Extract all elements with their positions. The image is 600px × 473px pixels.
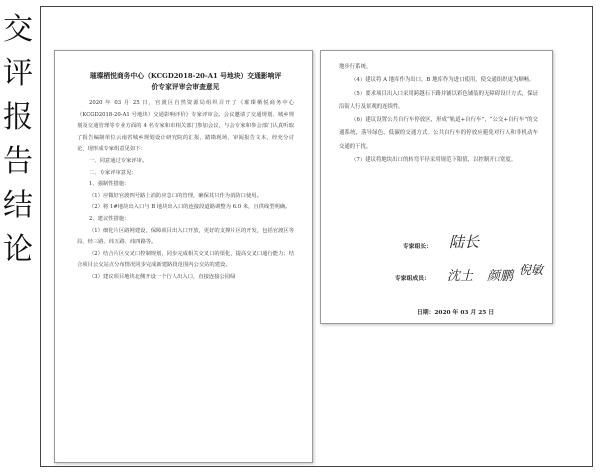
side-title-char: 评	[3, 56, 33, 91]
paragraph: （2）结合片区交叉口控制规划，同步完成相关交叉口的渠化，提高交叉口通行能力；结合项目公交站点分布情况同步完成新建路段范围内公交站的建设。	[77, 250, 294, 269]
document-title-line: 璀璨栖悦商务中心（KCGD2018-20-A1 号地块）交通影响评	[89, 72, 282, 80]
member-signature: 颜鹏	[487, 269, 514, 284]
side-title-char: 交	[3, 12, 33, 47]
side-title-char: 论	[3, 232, 33, 267]
document-title-line: 价专家评审会审查意见	[151, 82, 220, 91]
paragraph: 1、强制性措施：	[89, 181, 130, 188]
paragraph: 二、专家评审意见：	[89, 169, 137, 176]
side-title	[0, 8, 36, 272]
paragraph: （1）细化片区路网建设，保障项目出入口开放，更好的支撑片区的开发，包括官渡区等局、经三路、纬五路、纬四路等。	[77, 227, 294, 246]
leader-label: 专家组长：	[403, 244, 432, 250]
paragraph: 2020 年 03 月 25 日，官渡区自然资源局组织召开了《璀璨栖悦商务中心（KCGD2018-20-A1 号地块）交通影响评价》专家评审会。会议邀请了交通规划、城乡规划及交通管理等专业方面的 4 名专家和市相关部门参加会议，与会专家和参会部门认真听取了报告编制单位云南省城乡规划设计研究院的汇报，踏勘现场，审阅报告文本，经充分讨论，现形成专家组意见如下：	[77, 100, 294, 153]
paragraph: （6）建议设置公共自行车停放区，形成“轨道+自行车”，“公交+自行车”的交通系统，落导绿色、低碳的交通方式。公共自行车的停放应避免对行人和非机动车交通的干扰。	[339, 117, 538, 150]
date-line: 日期：2020 年 03 月 25 日	[417, 310, 495, 316]
document-page-right	[320, 50, 553, 324]
paragraph: （5）要求项目出入口采用跨越石下路并铺以彩色铺装的无障碍设计方式，保证沿街人行及景观的连续性。	[339, 90, 538, 110]
side-title-char: 报	[3, 100, 33, 135]
member-signature: 倪敏	[519, 263, 544, 277]
paragraph: （3）建议项目地块北侧开设一个行人出入口，直接连接公园绿	[89, 273, 236, 280]
member-signature: 沈土	[447, 269, 474, 284]
paragraph: 地步行系统。	[339, 64, 372, 70]
paragraph: 2、建议性措施：	[89, 215, 130, 222]
leader-signature: 陆长	[449, 233, 480, 251]
paragraph: （7）建议将地块出口的转弯半径采用规范下限值，以控制开口宽度。	[351, 157, 517, 164]
document-page-left	[54, 50, 313, 463]
side-title-char: 告	[3, 144, 33, 179]
side-title-char: 结	[3, 188, 33, 223]
paragraph: （4）建议将 A 地库作为出口，B 地库作为进口使用，使交通组织更为顺畅。	[351, 77, 535, 84]
document-title	[77, 71, 294, 92]
paragraph: （1）应做好官渡四号路上消防应急口的管理，确保其只作为消防口使用。	[89, 192, 262, 199]
paragraph: （2）将 1#地块出入口与 B 地块出入口的连接段道路调整为 6.0 米，且供线型明确。	[89, 204, 291, 211]
member-label: 专家组成员：	[395, 276, 430, 282]
paragraph: 一、同意通过专家评审。	[89, 157, 148, 164]
